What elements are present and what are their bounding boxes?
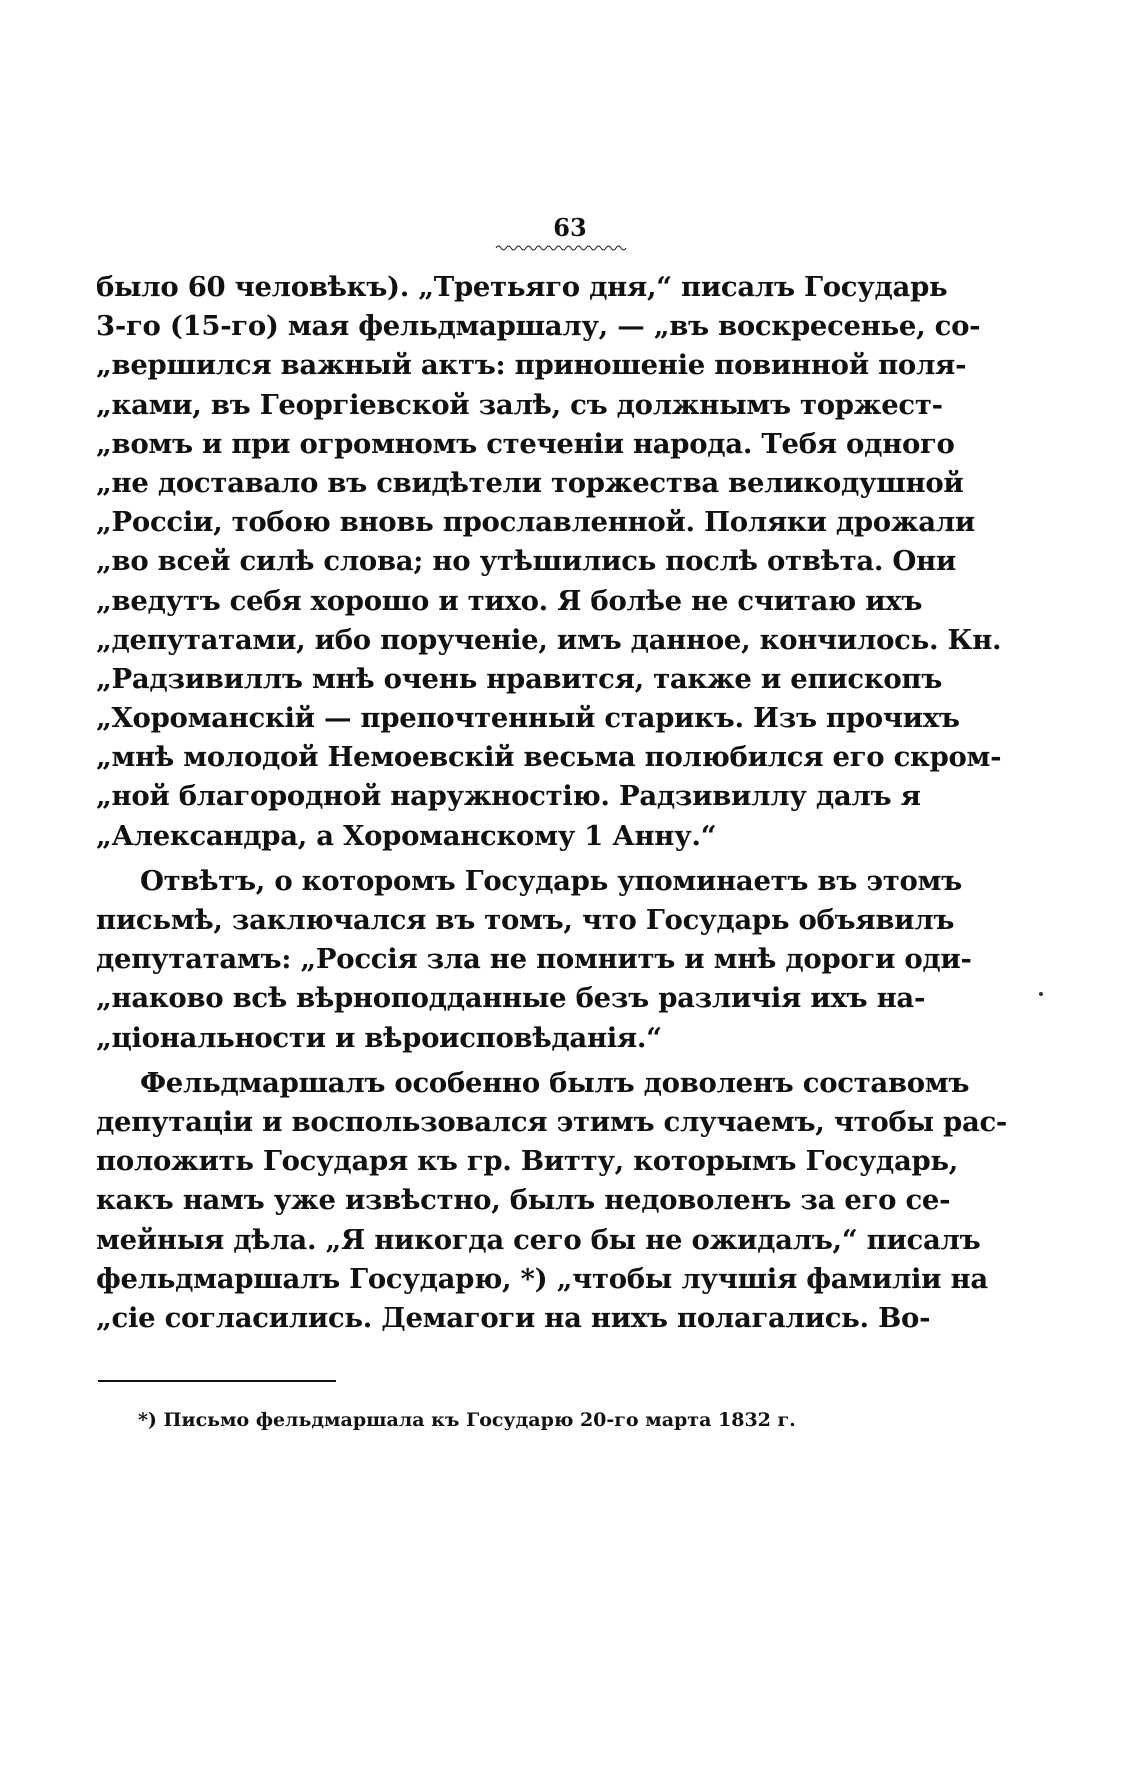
text-line: „Александра, а Хороманскому 1 Анну.“	[96, 819, 717, 852]
text-line: депутаціи и воспользовался этимъ случаемъ, чтобы рас-	[96, 1105, 1008, 1138]
page-number-ornament	[496, 242, 626, 252]
text-line: „вершился важный актъ: приношеніе повинной поля-	[96, 349, 967, 382]
text-line: „ной благородной наружностію. Радзивиллу далъ я	[96, 780, 921, 813]
text-line: „мнѣ молодой Немоевскій весьма полюбился его скром-	[96, 741, 1002, 774]
text-line: „наково всѣ вѣрноподданные безъ различія ихъ на-	[96, 982, 926, 1015]
text-line: было 60 человѣкъ). „Третьяго дня,“ писалъ Государь	[96, 271, 948, 303]
text-line: „Россіи, тобою вновь прославленной. Поляки дрожали	[96, 506, 975, 539]
text-line: Отвѣтъ, о которомъ Государь упоминаетъ въ этомъ	[140, 864, 962, 897]
paragraph-1	[96, 268, 1002, 856]
text-line: „Хороманскій — препочтенный старикъ. Изъ прочихъ	[96, 702, 960, 735]
text-line: положить Государя къ гр. Витту, которымъ Государь,	[96, 1145, 959, 1178]
wavy-rule	[496, 246, 626, 250]
text-line: „ціональности и вѣроисповѣданія.“	[96, 1021, 662, 1054]
paragraph-2	[96, 862, 972, 1058]
text-line: какъ намъ уже извѣстно, былъ недоволенъ за его се-	[96, 1184, 951, 1217]
page-number: 63	[553, 213, 587, 242]
body-text	[96, 268, 1008, 1338]
text-line: депутатамъ: „Россія зла не помнитъ и мнѣ дороги оди-	[96, 943, 972, 976]
text-line: „во всей силѣ слова; но утѣшились послѣ отвѣта. Они	[96, 545, 957, 578]
stray-mark	[1039, 992, 1043, 996]
footnote-rule	[98, 1380, 336, 1382]
text-line: „ками, въ Георгіевской залѣ, съ должнымъ торжест-	[96, 388, 943, 421]
text-line: 3-го (15-го) мая фельдмаршалу, — „въ воскресенье, со-	[96, 310, 981, 343]
text-line: „не доставало въ свидѣтели торжества великодушной	[96, 466, 964, 499]
text-line: „сіе согласились. Демагоги на нихъ полагались. Во-	[96, 1301, 931, 1334]
text-line: фельдмаршалъ Государю, *) „чтобы лучшія фамиліи на	[96, 1262, 988, 1295]
text-line: „Радзивиллъ мнѣ очень нравится, также и епископъ	[96, 662, 943, 695]
text-line: мейныя дѣла. „Я никогда сего бы не ожидалъ,“ писалъ	[96, 1223, 981, 1256]
text-line: „ведутъ себя хорошо и тихо. Я болѣе не считаю ихъ	[96, 584, 923, 617]
text-line: письмѣ, заключался въ томъ, что Государь объявилъ	[96, 904, 955, 936]
text-line: Фельдмаршалъ особенно былъ доволенъ составомъ	[140, 1066, 970, 1099]
text-line: „вомъ и при огромномъ стеченіи народа. Тебя одного	[96, 427, 955, 460]
text-line: „депутатами, ибо порученіе, имъ данное, кончилось. Кн.	[96, 623, 1002, 656]
paragraph-3	[96, 1064, 1008, 1338]
footnote: *) Письмо фельдмаршала къ Государю 20-го марта 1832 г.	[138, 1409, 796, 1431]
